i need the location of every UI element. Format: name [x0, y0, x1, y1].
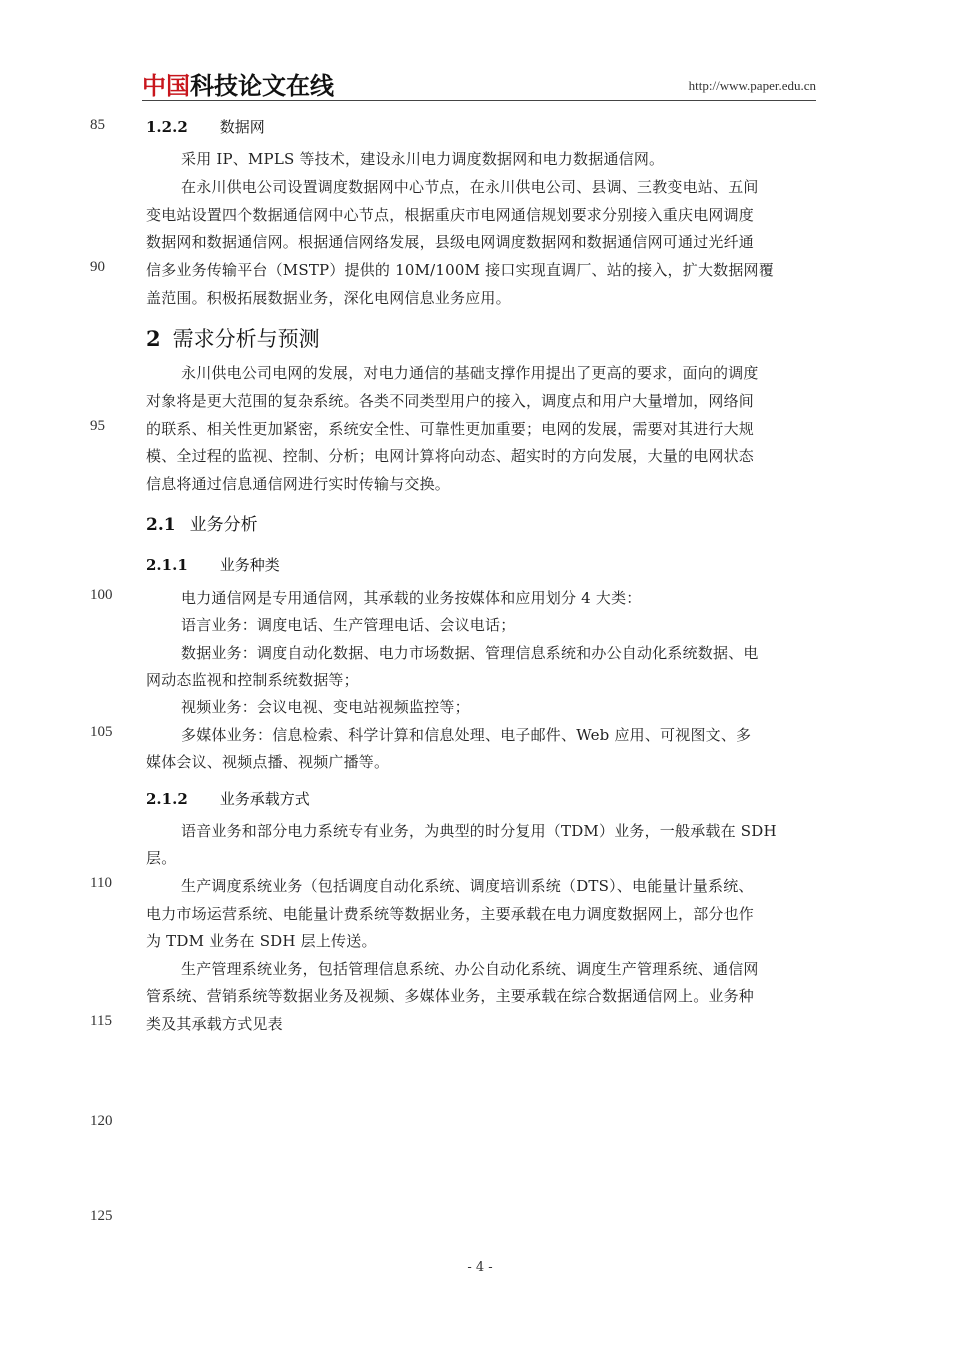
subsection-heading — [146, 788, 310, 809]
subsection-number: 2.1.2 — [146, 790, 188, 808]
section-heading — [146, 116, 265, 137]
line-number: 120 — [90, 1113, 113, 1129]
chapter-title: 需求分析与预测 — [172, 327, 320, 351]
paragraph-line: 数据业务：调度自动化数据、电力市场数据、管理信息系统和办公自动化系统数据、电 — [181, 644, 759, 662]
paragraph-line: 层。 — [146, 849, 177, 867]
section-heading — [146, 510, 258, 535]
site-logo — [142, 66, 334, 101]
paragraph-line: 生产管理系统业务，包括管理信息系统、办公自动化系统、调度生产管理系统、通信网 — [181, 960, 759, 978]
paragraph-line: 信息将通过信息通信网进行实时传输与交换。 — [146, 475, 451, 493]
paragraph-line: 语音业务和部分电力系统专有业务，为典型的时分复用（TDM）业务，一般承载在 SDH — [181, 822, 777, 840]
paragraph-line: 管系统、营销系统等数据业务及视频、多媒体业务，主要承载在综合数据通信网上。业务种 — [146, 987, 755, 1005]
paragraph-line: 在永川供电公司设置调度数据网中心节点，在永川供电公司、县调、三教变电站、五间 — [181, 178, 759, 196]
logo-red-text: 中国 — [142, 72, 190, 100]
paragraph-line: 媒体会议、视频点播、视频广播等。 — [146, 753, 390, 771]
paragraph-line: 盖范围。积极拓展数据业务，深化电网信息业务应用。 — [146, 289, 511, 307]
subsection-title: 业务种类 — [219, 556, 280, 574]
section-number: 2.1 — [146, 515, 176, 535]
page-header — [142, 64, 816, 101]
paragraph-line: 视频业务：会议电视、变电站视频监控等； — [181, 698, 470, 716]
paragraph-line: 为 TDM 业务在 SDH 层上传送。 — [146, 932, 377, 950]
header-url[interactable]: http://www.paper.edu.cn — [688, 78, 816, 93]
page-number: - 4 - — [467, 1260, 493, 1275]
paragraph-line: 电力通信网是专用通信网，其承载的业务按媒体和应用划分 4 大类： — [181, 589, 642, 607]
section-title: 数据网 — [219, 118, 265, 136]
paragraph-line: 的联系、相关性更加紧密，系统安全性、可靠性更加重要；电网的发展，需要对其进行大规 — [146, 420, 755, 438]
paragraph-line: 类及其承载方式见表 — [146, 1015, 283, 1033]
paragraph-line: 语言业务：调度电话、生产管理电话、会议电话； — [181, 616, 516, 634]
paragraph-line: 电力市场运营系统、电能量计费系统等数据业务，主要承载在电力调度数据网上，部分也作 — [146, 905, 755, 923]
paragraph-line: 数据网和数据通信网。根据通信网络发展，县级电网调度数据网和数据通信网可通过光纤通 — [146, 233, 755, 251]
line-number: 100 — [90, 587, 113, 603]
logo-black-text: 科技论文在线 — [190, 72, 334, 100]
chapter-heading — [146, 323, 320, 353]
line-number: 85 — [90, 117, 105, 133]
paragraph-line: 永川供电公司电网的发展，对电力通信的基础支撑作用提出了更高的要求，面向的调度 — [181, 364, 759, 382]
line-number: 95 — [90, 418, 105, 434]
paragraph-line: 网动态监视和控制系统数据等； — [146, 671, 359, 689]
paragraph-line: 采用 IP、MPLS 等技术，建设永川电力调度数据网和电力数据通信网。 — [181, 150, 665, 168]
paragraph-line: 对象将是更大范围的复杂系统。各类不同类型用户的接入，调度点和用户大量增加，网络间 — [146, 392, 755, 410]
section-number: 1.2.2 — [146, 118, 188, 136]
subsection-number: 2.1.1 — [146, 556, 188, 574]
paragraph-line: 变电站设置四个数据通信网中心节点，根据重庆市电网通信规划要求分别接入重庆电网调度 — [146, 206, 755, 224]
line-number: 90 — [90, 259, 105, 275]
paragraph-line: 模、全过程的监视、控制、分析；电网计算将向动态、超实时的方向发展，大量的电网状态 — [146, 447, 755, 465]
line-number: 115 — [90, 1013, 112, 1029]
paragraph-line: 信多业务传输平台（MSTP）提供的 10M/100M 接口实现直调厂、站的接入，扩大数据网覆 — [146, 261, 774, 279]
paragraph-line: 多媒体业务：信息检索、科学计算和信息处理、电子邮件、Web 应用、可视图文、多 — [181, 726, 752, 744]
line-number: 110 — [90, 875, 112, 891]
subsection-heading — [146, 554, 280, 575]
line-number: 105 — [90, 724, 113, 740]
section-title: 业务分析 — [189, 515, 258, 535]
line-number: 125 — [90, 1208, 113, 1224]
subsection-title: 业务承载方式 — [219, 790, 310, 808]
paragraph-line: 生产调度系统业务（包括调度自动化系统、调度培训系统（DTS）、电能量计量系统、 — [181, 877, 754, 895]
chapter-number: 2 — [146, 326, 161, 351]
